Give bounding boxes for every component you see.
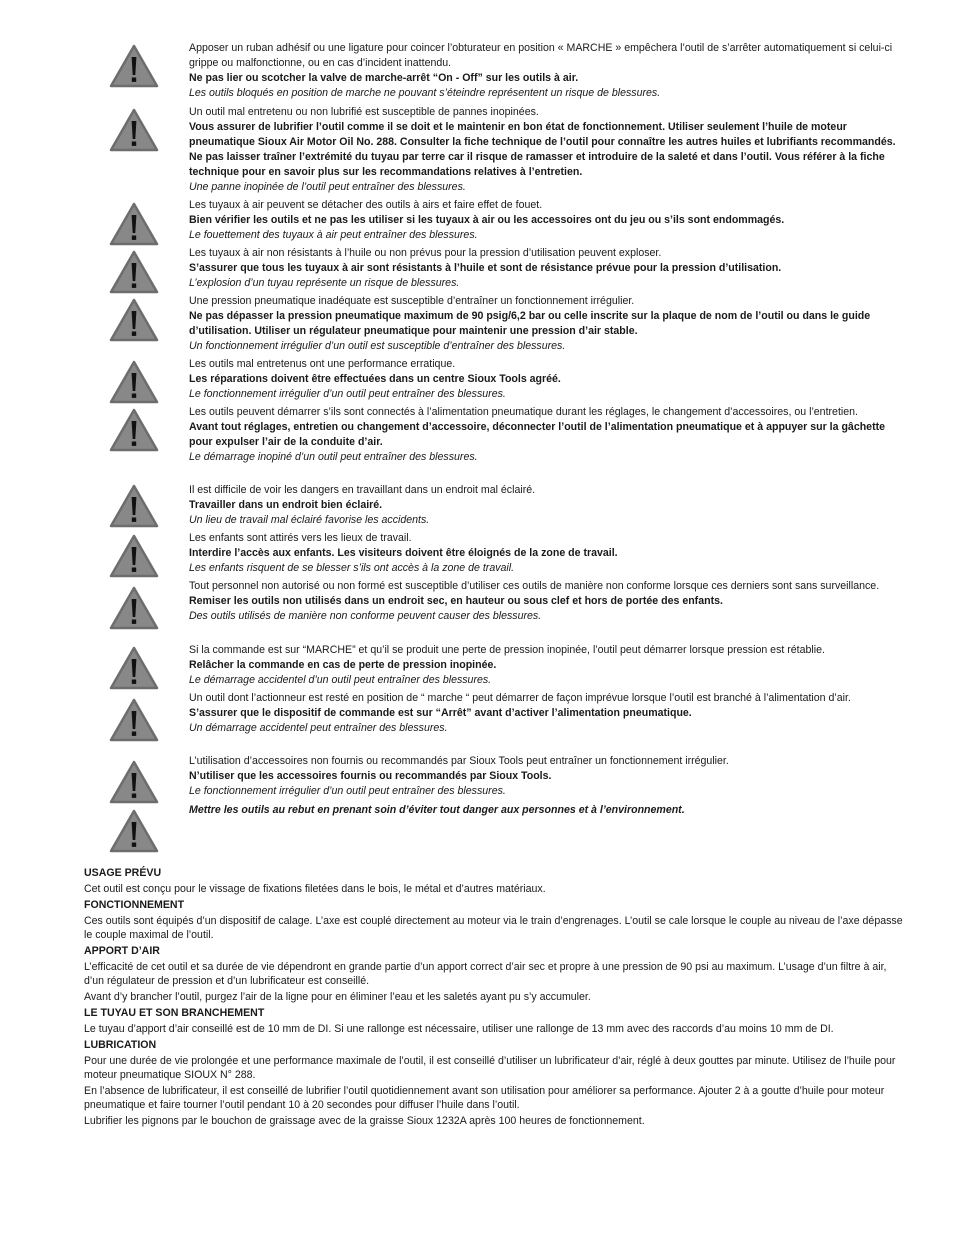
warning-item — [189, 579, 905, 624]
section-paragraph: Le tuyau d’apport d’air conseillé est de 10 mm de DI. Si une rallonge est nécessaire, utiliser une rallonge de 13 mm avec des raccords d’au moins 10 mm de DI. — [84, 1023, 834, 1035]
warning-instruction: Les réparations doivent être effectuées dans un centre Sioux Tools agréé. — [189, 373, 561, 385]
disposal-note: Mettre les outils au rebut en prenant soin d’éviter tout danger aux personnes et à l’environnement. — [189, 804, 685, 816]
warning-consequence: Le fonctionnement irrégulier d’un outil peut entraîner des blessures. — [189, 388, 506, 400]
warning-triangle-icon — [109, 534, 159, 578]
warning-consequence: Les outils bloqués en position de marche ne pouvant s’éteindre représentent un risque de blessures. — [189, 87, 661, 99]
warning-instruction: S’assurer que tous les tuyaux à air sont résistants à l’huile et sont de résistance prévue pour la pression d’utilisation. — [189, 262, 782, 274]
section-usage — [84, 866, 906, 896]
section-air-supply — [84, 944, 906, 1004]
warning-consequence: Des outils utilisés de manière non conforme peuvent causer des blessures. — [189, 610, 542, 622]
warning-instruction: Interdire l’accès aux enfants. Les visiteurs doivent être éloignés de la zone de travail. — [189, 547, 618, 559]
section-lubrication — [84, 1038, 906, 1128]
section-paragraph: Ces outils sont équipés d’un dispositif de calage. L’axe est couplé directement au moteur via le train d’engrenages. L’outil se cale lorsque le couple au niveau de l’axe dépasse le couple maximal de l’outil. — [84, 915, 903, 941]
warning-triangle-icon — [109, 484, 159, 528]
warning-item — [189, 357, 905, 402]
section-heading: LE TUYAU ET SON BRANCHEMENT — [84, 1007, 265, 1019]
section-paragraph: Cet outil est conçu pour le vissage de fixations filetées dans le bois, le métal et d’autres matériaux. — [84, 883, 546, 895]
warning-instruction: Vous assurer de lubrifier l’outil comme il se doit et le maintenir en bon état de fonctionnement. Utiliser seulement l’huile de moteur pneumatique Sioux Air Motor Oil No. 288. Consulter la fiche technique de l’outil pour connaître les autres huiles et lubrifiants recommandés. Ne pas laisser traîner l’extrémité du tuyau par terre car il risque de ramasser et introduire de la saleté et dans l’outil. Vous référer à la fiche technique pour en savoir plus sur les recommandations relatives à l’entretien. — [189, 121, 896, 178]
warning-consequence: Le démarrage accidentel d’un outil peut entraîner des blessures. — [189, 674, 492, 686]
warning-triangle-icon — [109, 250, 159, 294]
warning-item — [189, 531, 905, 576]
warning-instruction: Ne pas dépasser la pression pneumatique maximum de 90 psig/6,2 bar ou celle inscrite sur la plaque de nom de l’outil ou dans le guide d’utilisation. Utiliser un régulateur pneumatique pour maintenir une pression d’air stable. — [189, 310, 871, 337]
warning-item — [189, 246, 905, 291]
warning-hazard: Une pression pneumatique inadéquate est susceptible d’entraîner un fonctionnement irrégulier. — [189, 295, 635, 307]
warning-instruction: Travailler dans un endroit bien éclairé. — [189, 499, 383, 511]
warning-consequence: Le fonctionnement irrégulier d’un outil peut entraîner des blessures. — [189, 785, 506, 797]
warning-triangle-icon — [109, 586, 159, 630]
warning-triangle-icon — [109, 646, 159, 690]
warning-hazard: Il est difficile de voir les dangers en travaillant dans un endroit mal éclairé. — [189, 484, 536, 496]
warning-instruction: Remiser les outils non utilisés dans un endroit sec, en hauteur ou sous clef et hors de portée des enfants. — [189, 595, 723, 607]
section-paragraph: Pour une durée de vie prolongée et une performance maximale de l’outil, il est conseillé d’utiliser un lubrificateur d’air, réglé à deux gouttes par minute. Utilisez de l’huile pour moteur pneumatique SIOUX N° 288. — [84, 1055, 896, 1081]
warning-hazard: Un outil mal entretenu ou non lubrifié est susceptible de pannes inopinées. — [189, 106, 539, 118]
warning-instruction: Relâcher la commande en cas de perte de pression inopinée. — [189, 659, 497, 671]
warning-triangle-icon — [109, 298, 159, 342]
warning-triangle-icon — [109, 408, 159, 452]
section-heading: APPORT D’AIR — [84, 945, 160, 957]
info-sections — [84, 866, 906, 1130]
warning-hazard: Les tuyaux à air peuvent se détacher des outils à airs et faire effet de fouet. — [189, 199, 543, 211]
warning-hazard: Apposer un ruban adhésif ou une ligature pour coincer l’obturateur en position « MARCHE » empêchera l’outil de s’arrêter automatiquement si celui-ci grippe ou malfonctionne, ou en cas d’incident inattendu. — [189, 42, 893, 69]
warning-hazard: Les tuyaux à air non résistants à l’huile ou non prévus pour la pression d’utilisation peuvent exploser. — [189, 247, 662, 259]
section-paragraph: Lubrifier les pignons par le bouchon de graissage avec de la graisse Sioux 1232A après 100 heures de fonctionnement. — [84, 1115, 645, 1127]
section-hose — [84, 1006, 906, 1036]
warning-hazard: L’utilisation d’accessoires non fournis ou recommandés par Sioux Tools peut entraîner un fonctionnement irrégulier. — [189, 755, 729, 767]
warning-consequence: Le démarrage inopiné d’un outil peut entraîner des blessures. — [189, 451, 478, 463]
section-operation — [84, 898, 906, 942]
warning-triangle-icon — [109, 760, 159, 804]
section-heading: USAGE PRÉVU — [84, 867, 162, 879]
warning-item — [189, 105, 905, 195]
section-heading: LUBRICATION — [84, 1039, 157, 1051]
warning-instruction: S’assurer que le dispositif de commande est sur “Arrêt” avant d’activer l’alimentation pneumatique. — [189, 707, 692, 719]
warning-triangle-icon — [109, 44, 159, 88]
warning-hazard: Tout personnel non autorisé ou non formé est susceptible d’utiliser ces outils de manière non conforme lorsque ces derniers sont sans surveillance. — [189, 580, 880, 592]
warning-item — [189, 41, 905, 101]
section-paragraph: Avant d’y brancher l’outil, purgez l’air de la ligne pour en éliminer l’eau et les saletés ayant pu s’y accumuler. — [84, 991, 591, 1003]
warning-item — [189, 754, 905, 799]
warning-item — [189, 198, 905, 243]
warning-hazard: Les enfants sont attirés vers les lieux de travail. — [189, 532, 412, 544]
warning-triangle-icon — [109, 202, 159, 246]
warning-triangle-icon — [109, 360, 159, 404]
section-paragraph: En l’absence de lubrificateur, il est conseillé de lubrifier l’outil quotidiennement avant son utilisation pour améliorer sa performance. Ajouter 2 à a goutte d’huile pour moteur pneumatique et faire tourner l’outil pendant 10 à 20 secondes pour diffuser l’huile dans l’outil. — [84, 1085, 885, 1111]
warning-triangle-icon — [109, 108, 159, 152]
warning-instruction: Avant tout réglages, entretien ou changement d’accessoire, déconnecter l’outil de l’alimentation pneumatique et à appuyer sur la gâchette pour expulser l’air de la conduite d’air. — [189, 421, 886, 448]
warning-consequence: Un fonctionnement irrégulier d’un outil est susceptible d’entraîner des blessures. — [189, 340, 566, 352]
section-paragraph: L’efficacité de cet outil et sa durée de vie dépendront en grande partie d’un apport correct d’air sec et propre à une pression de 90 psi au maximum. L’usage d’un filtre à air, d’un régulateur de pression et d’un lubrificateur est conseillé. — [84, 961, 887, 987]
warning-instruction: Ne pas lier ou scotcher la valve de marche-arrêt “On - Off” sur les outils à air. — [189, 72, 579, 84]
warning-consequence: Un démarrage accidentel peut entraîner des blessures. — [189, 722, 448, 734]
warning-instruction: Bien vérifier les outils et ne pas les utiliser si les tuyaux à air ou les accessoires ont du jeu ou s’ils sont endommagés. — [189, 214, 785, 226]
warning-hazard: Un outil dont l’actionneur est resté en position de “ marche “ peut démarrer de façon imprévue lorsque l’outil est branché à l’alimentation d’air. — [189, 692, 851, 704]
warning-consequence: Un lieu de travail mal éclairé favorise les accidents. — [189, 514, 430, 526]
warning-instruction: N’utiliser que les accessoires fournis ou recommandés par Sioux Tools. — [189, 770, 552, 782]
section-heading: FONCTIONNEMENT — [84, 899, 185, 911]
warning-item — [189, 691, 905, 736]
warning-consequence: Les enfants risquent de se blesser s’ils ont accès à la zone de travail. — [189, 562, 515, 574]
warning-consequence: Une panne inopinée de l’outil peut entraîner des blessures. — [189, 181, 466, 193]
warning-item — [189, 643, 905, 688]
warning-triangle-icon — [109, 809, 159, 853]
warning-consequence: L’explosion d’un tuyau représente un risque de blessures. — [189, 277, 460, 289]
warning-consequence: Le fouettement des tuyaux à air peut entraîner des blessures. — [189, 229, 478, 241]
warning-hazard: Si la commande est sur “MARCHE” et qu’il se produit une perte de pression inopinée, l’outil peut démarrer lorsque pression est rétablie. — [189, 644, 825, 656]
warning-item — [189, 294, 905, 354]
warning-item — [189, 405, 905, 465]
warning-hazard: Les outils peuvent démarrer s’ils sont connectés à l’alimentation pneumatique durant les réglages, le changement d’accessoires, ou l’entretien. — [189, 406, 858, 418]
warning-triangle-icon — [109, 698, 159, 742]
warning-item — [189, 483, 905, 528]
warning-hazard: Les outils mal entretenus ont une performance erratique. — [189, 358, 456, 370]
